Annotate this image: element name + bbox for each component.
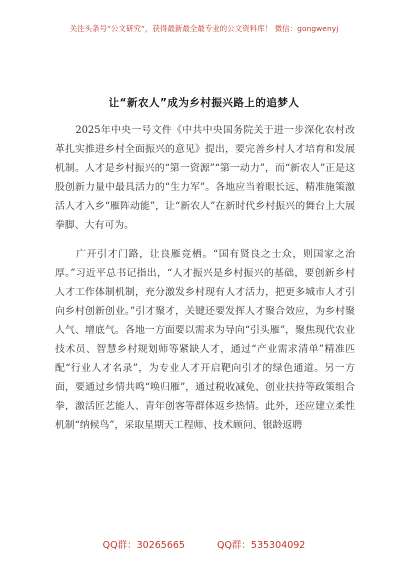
qq-group-1: QQ群：30265665 [102,540,185,551]
paragraph-1: 2025年中央一号文件《中共中央国务院关于进一步深化农村改革扎实推进乡村全面振兴的意见》提出，要完善乡村人才培育和发展机制。人才是乡村振兴的“第一资源”“第一动力”，而“新农人”正是这股创新力量中最具活力的“生力军”。各地应当着眼长远、精准施策激活人才入乡“雁阵动能”，让“新农人”在新时代乡村振兴的舞台上大展拳脚、大有可为。 [55,125,355,232]
footer-banner [0,537,408,551]
header-banner: 关注头条号“公文研究”，获得最新最全最专业的公文资料库！ 微信：gongwenyj [69,24,339,33]
qq-group-2: QQ群：535304092 [216,540,306,551]
paragraph-2: 广开引才门路，让良雁竞栖。“国有贤良之士众，则国家之治厚。”习近平总书记指出，“人才振兴是乡村振兴的基础，要创新乡村人才工作体制机制，充分激发乡村现有人才活力，把更多城市人才引向乡村创新创业。”引才聚才，关键还要发挥人才聚合效应，为乡村聚人气、增底气。各地一方面要以需求为导向“引头雁”，聚焦现代农业技术员、智慧乡村规划师等紧缺人才，通过“产业需求清单”精准匹配“行业人才名录”，为专业人才开启靶向引才的绿色通道。另一方面，要通过乡情共鸣“唤归雁”，通过税收减免、创业扶持等政策组合拳，激活匠艺能人、青年创客等群体返乡热情。此外，还应建立柔性机制“纳候鸟”，采取星期天工程师、技术顾问、银龄返聘 [55,248,355,432]
article-body [55,121,355,436]
article-title: 让“新农人”成为乡村振兴路上的追梦人 [108,97,300,109]
